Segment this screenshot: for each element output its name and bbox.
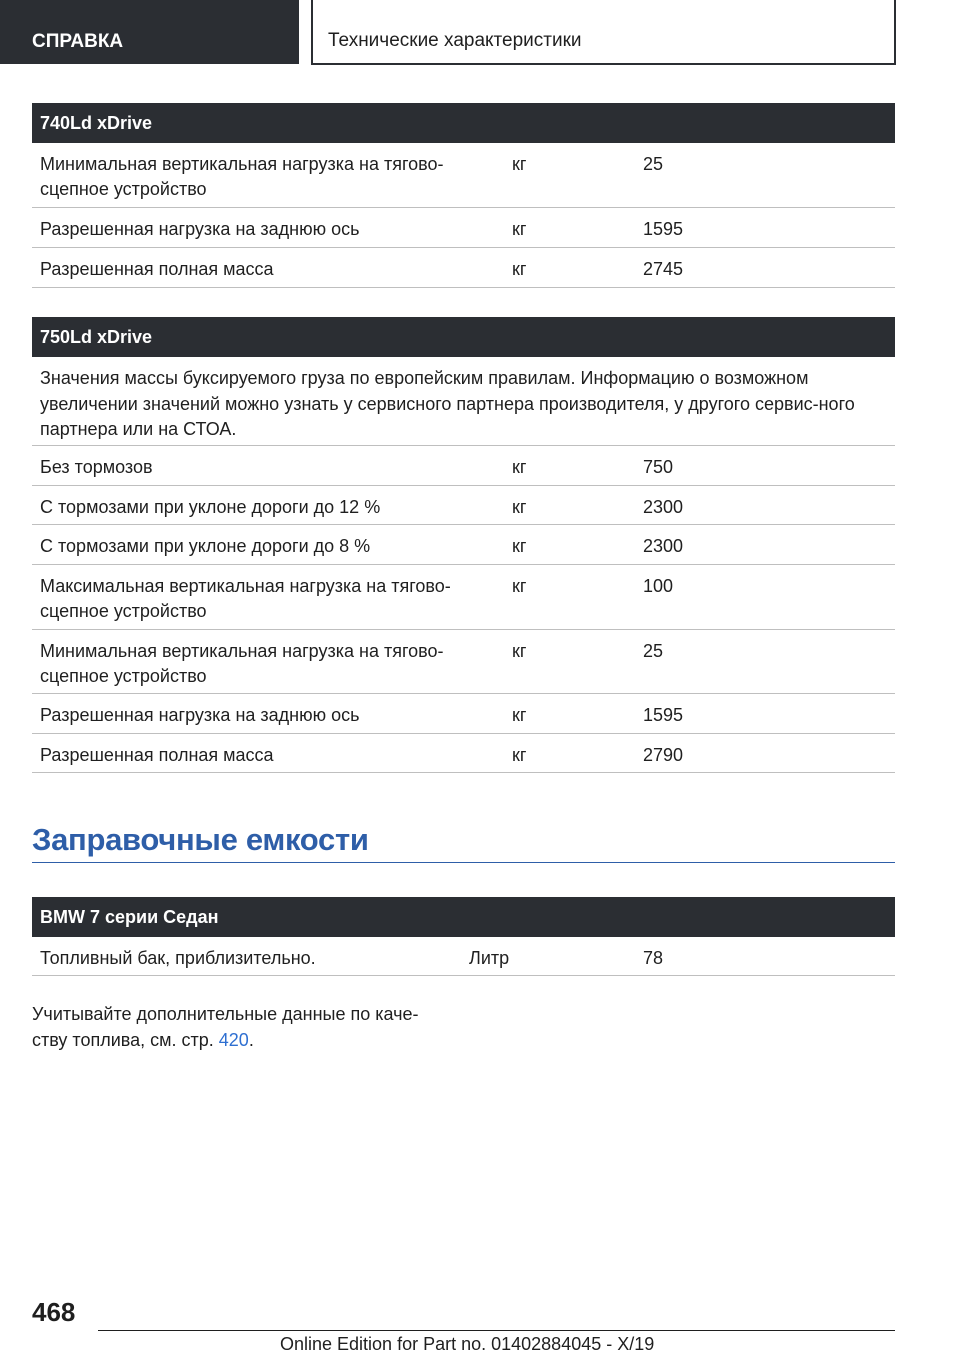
table-row (32, 248, 895, 288)
table-row (32, 630, 895, 694)
row-unit: кг (512, 457, 527, 477)
table-row (32, 446, 895, 486)
row-unit: кг (512, 576, 527, 596)
row-unit: кг (512, 641, 527, 661)
table-row (32, 208, 895, 248)
row-unit: кг (512, 497, 527, 517)
table-row (32, 694, 895, 734)
row-unit: кг (512, 745, 527, 765)
row-label: Топливный бак, приблизительно. (40, 948, 316, 968)
row-label: Разрешенная полная масса (40, 745, 274, 765)
row-value: 1595 (643, 705, 684, 725)
page-number: 468 (32, 1297, 76, 1327)
row-unit: кг (512, 705, 527, 725)
row-label: Минимальная вертикальная нагрузка на тягово-сцепное устройство (40, 154, 444, 199)
row-label: Максимальная вертикальная нагрузка на тягово-сцепное устройство (40, 576, 451, 621)
footer-edition: Online Edition for Part no. 01402884045 - X/19 (280, 1334, 655, 1354)
table-fuel-capacity (32, 897, 895, 976)
header-chapter-title: Технические характеристики (311, 0, 896, 65)
fuel-quality-note-text: Учитывайте дополнительные данные по каче-ству топлива, см. стр. (32, 1004, 419, 1050)
row-label: Минимальная вертикальная нагрузка на тягово-сцепное устройство (40, 641, 444, 686)
row-label: С тормозами при уклоне дороги до 8 % (40, 536, 371, 556)
row-unit: Литр (469, 948, 510, 968)
header-section-label: СПРАВКА (0, 0, 299, 64)
table-row (32, 565, 895, 630)
table-row (32, 525, 895, 565)
table-row (32, 734, 895, 773)
table-740ld (32, 103, 895, 288)
row-label: Без тормозов (40, 457, 153, 477)
row-unit: кг (512, 219, 527, 239)
row-value: 2745 (643, 259, 684, 279)
row-value: 2300 (643, 536, 684, 556)
table-row (32, 937, 895, 976)
table-title: 740Ld xDrive (32, 103, 895, 143)
row-value: 1595 (643, 219, 684, 239)
row-value: 100 (643, 576, 674, 596)
table-title: BMW 7 серии Седан (32, 897, 895, 937)
section-heading: Заправочные емкости (32, 818, 895, 863)
row-label: Разрешенная нагрузка на заднюю ось (40, 705, 360, 725)
row-unit: кг (512, 259, 527, 279)
row-label: Разрешенная нагрузка на заднюю ось (40, 219, 360, 239)
row-unit: кг (512, 154, 527, 174)
fuel-quality-note (32, 1001, 452, 1053)
row-value: 78 (643, 948, 664, 968)
row-value: 750 (643, 457, 674, 477)
page-reference-link[interactable]: 420 (218, 1030, 249, 1050)
row-value: 25 (643, 641, 664, 661)
footer-divider (98, 1330, 895, 1331)
row-value: 25 (643, 154, 664, 174)
table-note (32, 357, 895, 446)
row-value: 2300 (643, 497, 684, 517)
table-750ld (32, 317, 895, 773)
row-label: Разрешенная полная масса (40, 259, 274, 279)
table-row (32, 143, 895, 208)
row-label: С тормозами при уклоне дороги до 12 % (40, 497, 381, 517)
table-row (32, 486, 895, 525)
fuel-quality-note-end: . (248, 1030, 254, 1050)
table-title: 750Ld xDrive (32, 317, 895, 357)
row-unit: кг (512, 536, 527, 556)
row-value: 2790 (643, 745, 684, 765)
table-note-text: Значения массы буксируемого груза по европейским правилам. Информацию о возможном увеличении значений можно узнать у сервисного партнера производителя, у другого сервис-ного партнера или на СТОА. (40, 368, 855, 439)
